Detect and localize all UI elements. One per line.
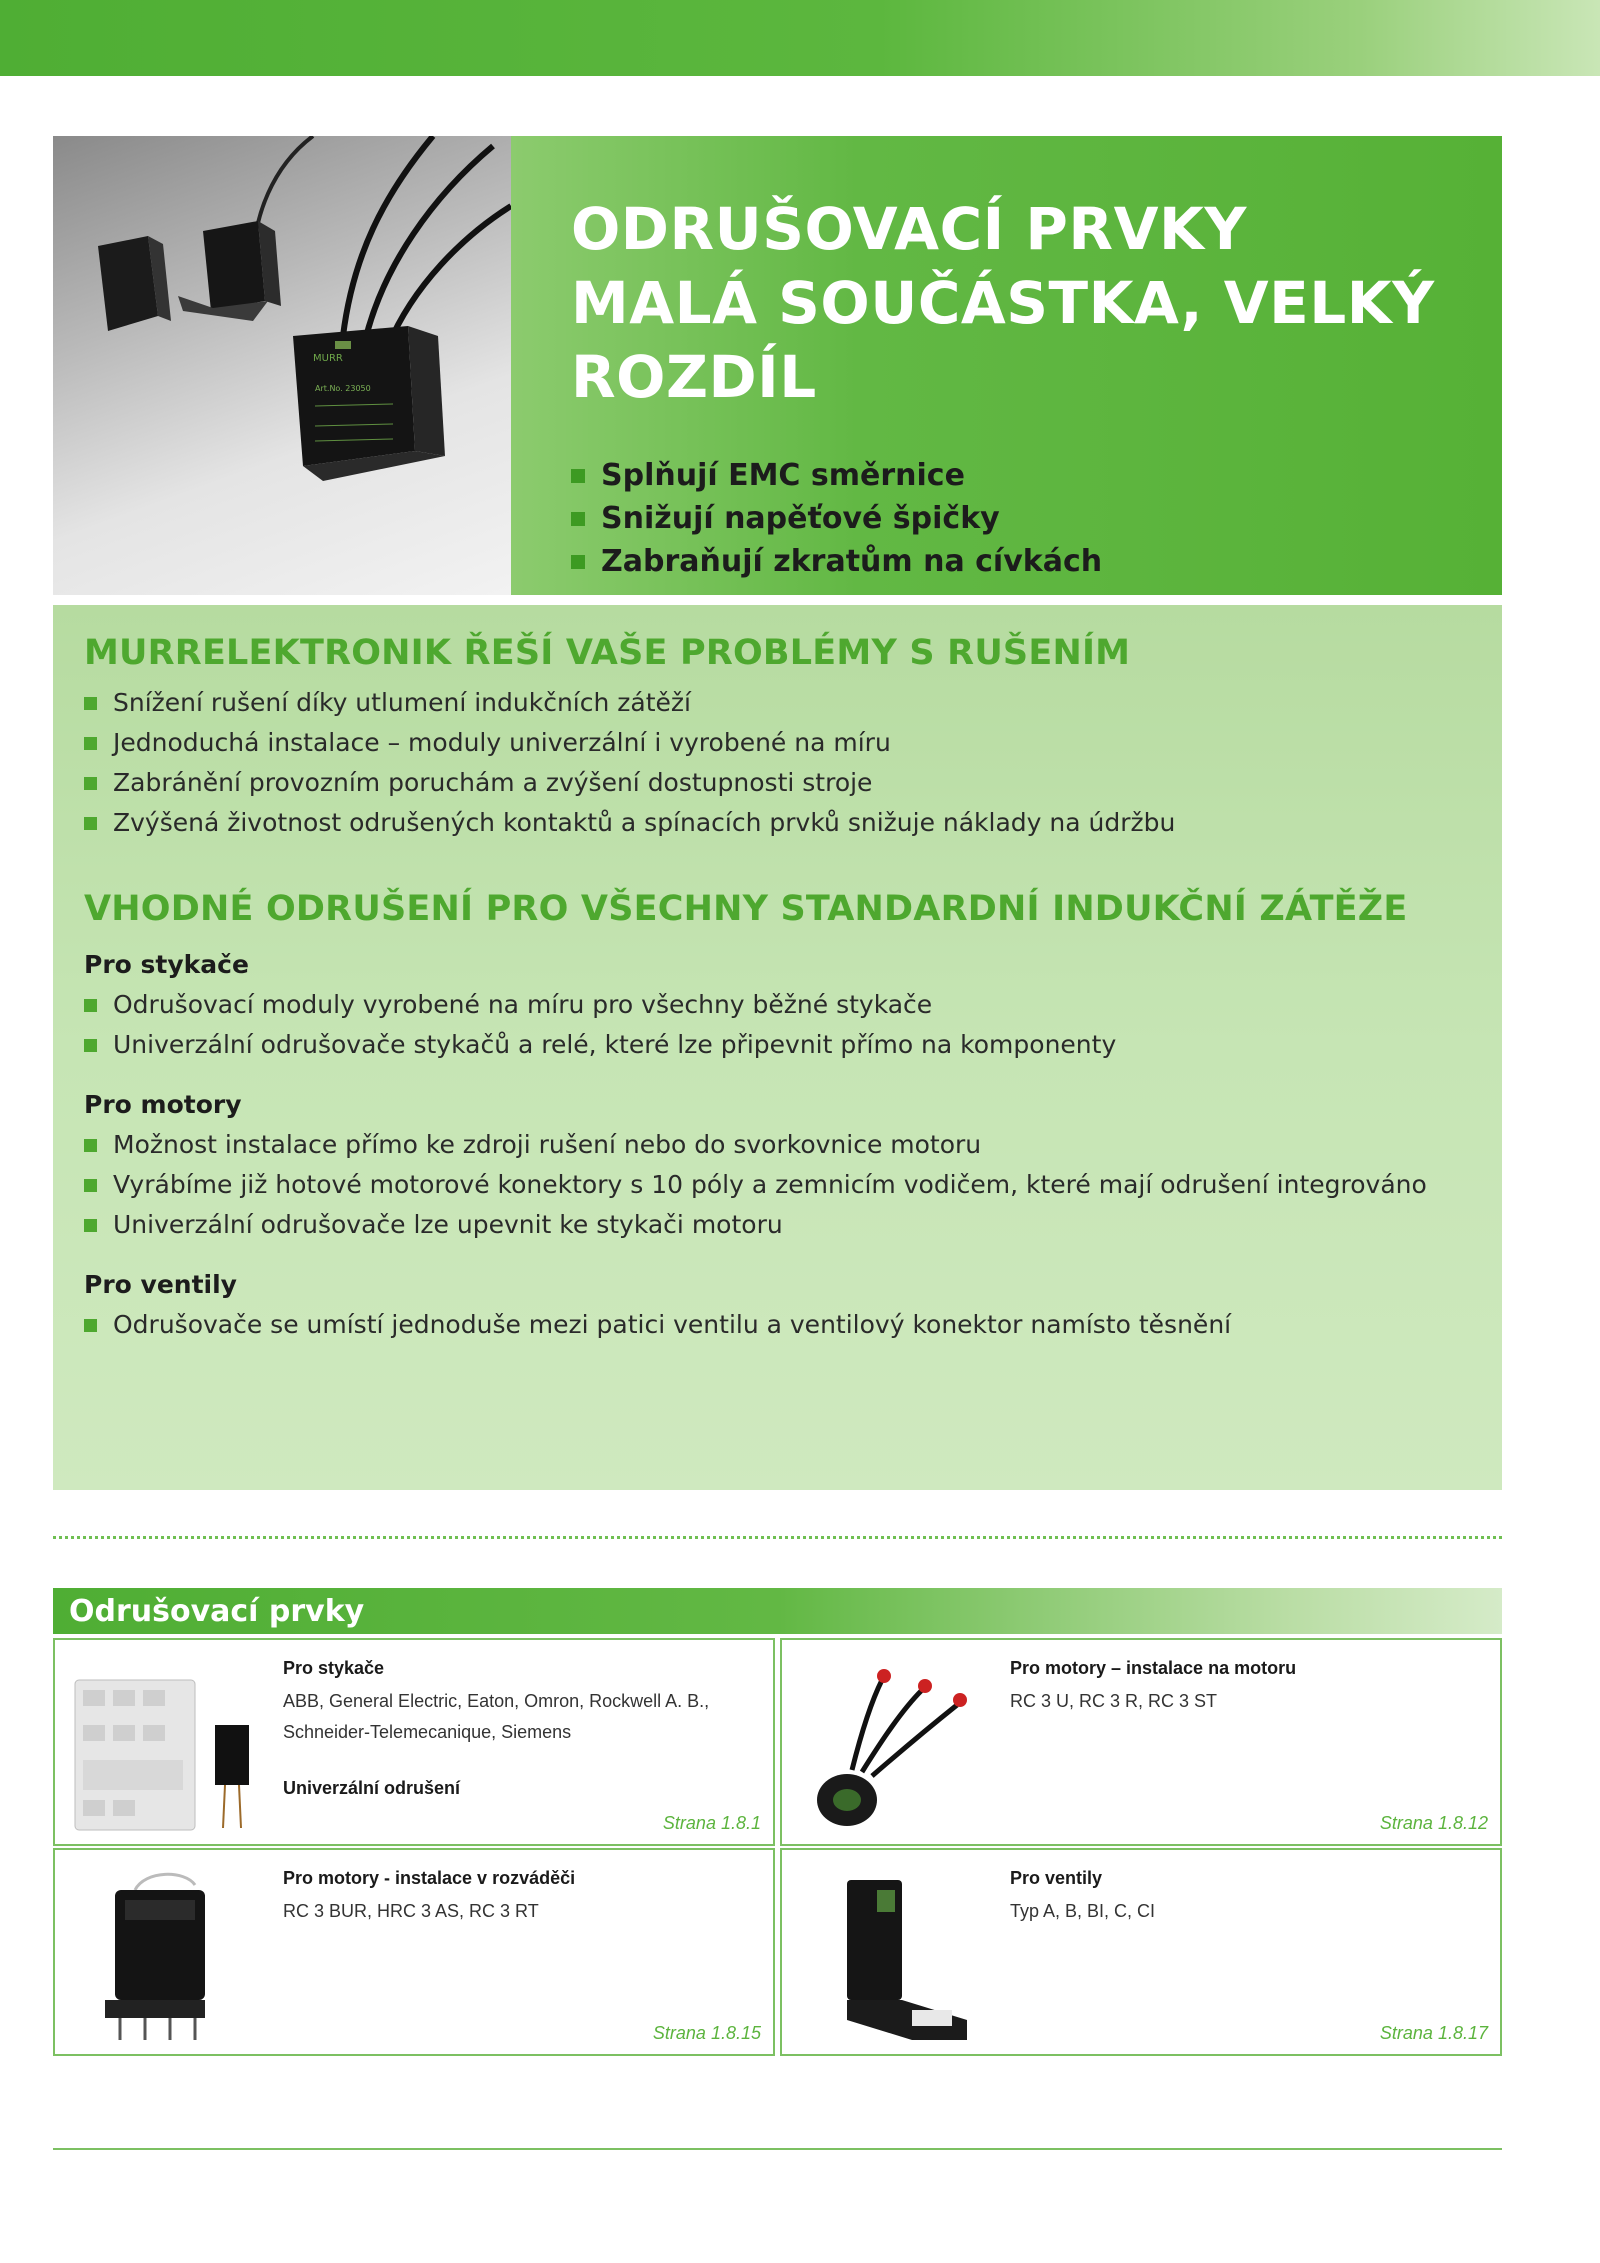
contactors-list [84, 985, 1502, 1065]
dotted-divider [53, 1536, 1502, 1539]
bullet-square-icon [84, 737, 97, 750]
hero-bullet: Zabraňují zkratům na cívkách [571, 540, 1502, 583]
module-art-label: Art.No. 23050 [315, 384, 371, 393]
bullet-square-icon [84, 697, 97, 710]
tile-title: Pro stykače [283, 1658, 385, 1678]
tile-description: RC 3 U, RC 3 R, RC 3 ST [1010, 1691, 1218, 1711]
bullet-square-icon [571, 469, 585, 483]
group-title-motors: Pro motory [84, 1090, 242, 1119]
suppressor-modules-image [53, 136, 511, 595]
hero-title-line-1: ODRUŠOVACÍ PRVKY [571, 195, 1247, 263]
bullet-square-icon [84, 1219, 97, 1232]
list-item: Možnost instalace přímo ke zdroji rušení nebo do svorkovnice motoru [84, 1125, 1502, 1165]
hero-title [571, 192, 1502, 414]
tile-page-link[interactable]: Strana 1.8.17 [1379, 2023, 1488, 2043]
group-title-valves: Pro ventily [84, 1270, 237, 1299]
bullet-square-icon [84, 999, 97, 1012]
bullet-square-icon [84, 817, 97, 830]
tile-title: Pro ventily [1010, 1868, 1103, 1888]
benefits-list [84, 683, 1502, 843]
footer-divider [53, 2148, 1502, 2150]
products-heading: Odrušovací prvky [53, 1588, 1502, 1634]
tile-description: ABB, General Electric, Eaton, Omron, Rockwell A. B., Schneider-Telemecanique, Siemens [283, 1691, 710, 1742]
section-heading-suppression: VHODNÉ ODRUŠENÍ PRO VŠECHNY STANDARDNÍ INDUKČNÍ ZÁTĚŽE [84, 889, 1408, 929]
bullet-square-icon [84, 1039, 97, 1052]
bullet-square-icon [84, 777, 97, 790]
list-item: Zabránění provozním poruchám a zvýšení dostupnosti stroje [84, 763, 1502, 803]
tile-description: Typ A, B, BI, C, CI [1010, 1901, 1156, 1921]
list-item: Zvýšená životnost odrušených kontaktů a spínacích prvků snižuje náklady na údržbu [84, 803, 1502, 843]
hero-bullet: Snižují napěťové špičky [571, 497, 1502, 540]
list-item: Univerzální odrušovače stykačů a relé, které lze připevnit přímo na komponenty [84, 1025, 1502, 1065]
bullet-square-icon [84, 1179, 97, 1192]
cabinet-suppressor-image [65, 1860, 265, 2046]
list-item: Odrušovače se umístí jednoduše mezi patici ventilu a ventilový konektor namísto těsnění [84, 1305, 1502, 1345]
list-item: Vyrábíme již hotové motorové konektory s 10 póly a zemnicím vodičem, které mají odrušení integrováno [84, 1165, 1502, 1205]
bullet-square-icon [84, 1139, 97, 1152]
hero-bullet-list [571, 454, 1502, 583]
list-item: Odrušovací moduly vyrobené na míru pro všechny běžné stykače [84, 985, 1502, 1025]
hero [53, 136, 1502, 595]
product-tile-valves[interactable] [780, 1848, 1502, 2056]
valve-suppressor-image [792, 1860, 992, 2046]
tile-description: RC 3 BUR, HRC 3 AS, RC 3 RT [283, 1901, 539, 1921]
list-item: Jednoduchá instalace – moduly univerzální i vyrobené na míru [84, 723, 1502, 763]
tile-title: Pro motory - instalace v rozváděči [283, 1868, 576, 1888]
hero-bullet: Splňují EMC směrnice [571, 454, 1502, 497]
tile-page-link[interactable]: Strana 1.8.15 [652, 2023, 761, 2043]
motors-list [84, 1125, 1502, 1245]
bullet-square-icon [84, 1319, 97, 1332]
tile-extra: Univerzální odrušení [283, 1778, 461, 1798]
hero-product-photo [53, 136, 511, 595]
module-brand-label: MURR [313, 353, 343, 364]
content-panel [53, 605, 1502, 1490]
hero-title-line-2: MALÁ SOUČÁSTKA, VELKÝ ROZDÍL [571, 269, 1435, 411]
group-title-contactors: Pro stykače [84, 950, 249, 979]
tile-page-link[interactable]: Strana 1.8.1 [662, 1813, 761, 1833]
bullet-square-icon [571, 555, 585, 569]
product-tile-contactors[interactable] [53, 1638, 775, 1846]
section-heading-problems: MURRELEKTRONIK ŘEŠÍ VAŠE PROBLÉMY S RUŠENÍM [84, 633, 1131, 673]
product-tile-motors-in-cabinet[interactable] [53, 1848, 775, 2056]
product-tile-motors-on-motor[interactable] [780, 1638, 1502, 1846]
bullet-square-icon [571, 512, 585, 526]
motor-suppressor-image [792, 1650, 992, 1836]
top-banner [0, 0, 1600, 76]
valves-list [84, 1305, 1502, 1345]
hero-text-panel [511, 136, 1502, 595]
list-item: Snížení rušení díky utlumení indukčních zátěží [84, 683, 1502, 723]
list-item: Univerzální odrušovače lze upevnit ke stykači motoru [84, 1205, 1502, 1245]
contactor-image [65, 1650, 265, 1836]
tile-title: Pro motory – instalace na motoru [1010, 1658, 1297, 1678]
tile-page-link[interactable]: Strana 1.8.12 [1379, 1813, 1488, 1833]
